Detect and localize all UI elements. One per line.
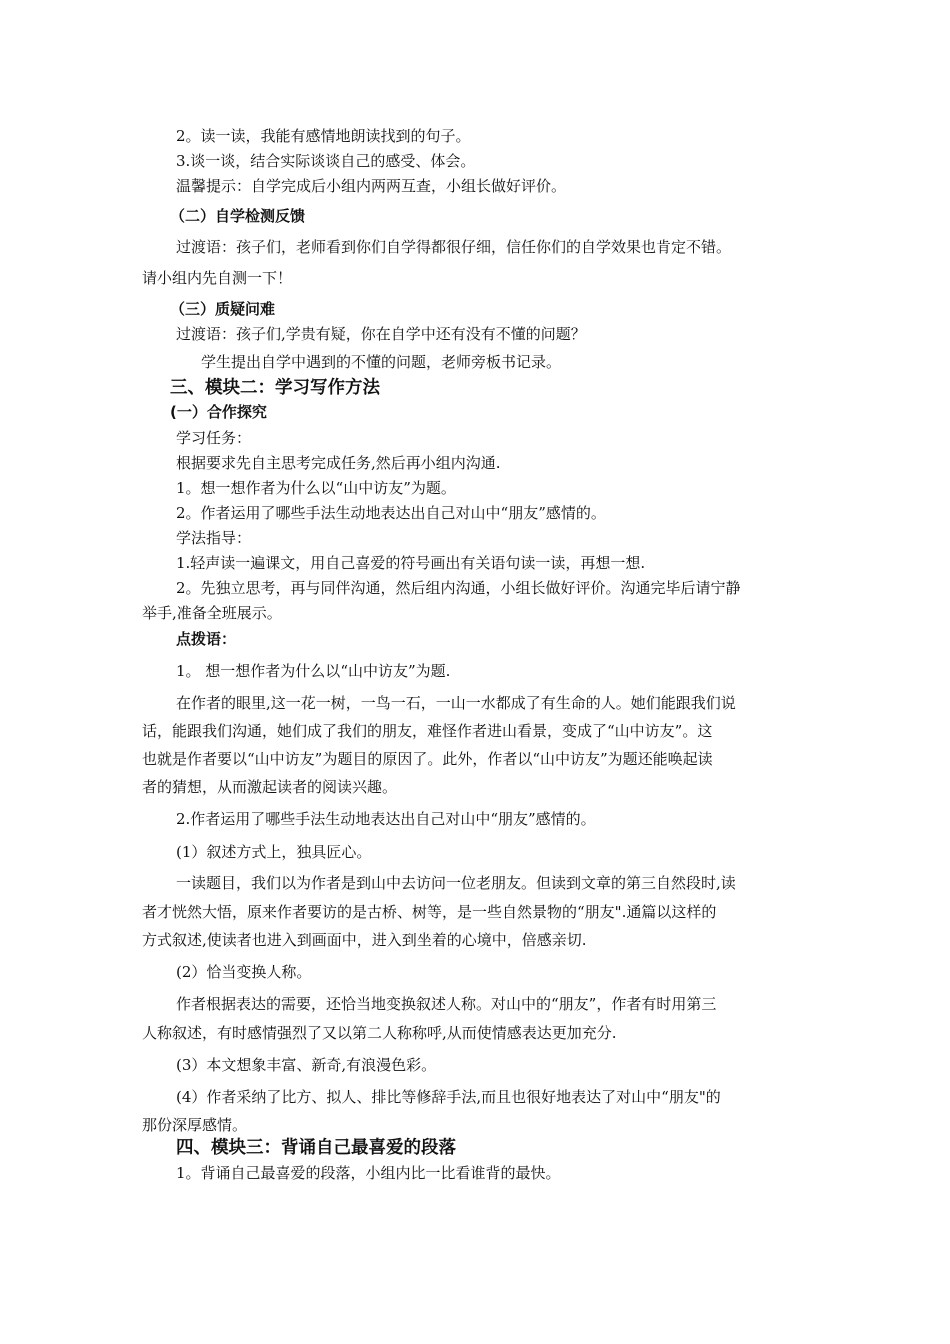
text-line: 学法指导： — [176, 529, 252, 547]
text-line: 2。读一读，我能有感情地朗读找到的句子。 — [176, 127, 471, 145]
text-line: (4）作者采纳了比方、拟人、排比等修辞手法,而且也很好地表达了对山中“朋友"的 — [176, 1088, 721, 1106]
text-line: 举手,准备全班展示。 — [142, 604, 282, 622]
text-line: 根据要求先自主思考完成任务,然后再小组内沟通. — [176, 454, 501, 472]
text-line: (1）叙述方式上，独具匠心。 — [176, 843, 372, 861]
text-line: 过渡语：孩子们,学贵有疑，你在自学中还有没有不懂的问题？ — [176, 325, 586, 343]
text-line: 2.作者运用了哪些手法生动地表达出自己对山中“朋友”感情的。 — [176, 810, 596, 828]
text-line: 1。背诵自己最喜爱的段落，小组内比一比看谁背的最快。 — [176, 1164, 561, 1182]
text-line: 1。想一想作者为什么以“山中访友”为题。 — [176, 479, 456, 497]
text-line: 3.谈一谈，结合实际谈谈自己的感受、体会。 — [176, 152, 476, 170]
text-line: 1.轻声读一遍课文，用自己喜爱的符号画出有关语句读一读，再想一想. — [176, 554, 646, 572]
module-heading: 四、模块三：背诵自己最喜爱的段落 — [176, 1138, 456, 1158]
section-heading: （三）质疑问难 — [170, 300, 276, 318]
text-line: 那份深厚感情。 — [142, 1116, 248, 1134]
section-heading: (一）合作探究 — [170, 403, 267, 421]
module-heading: 三、模块二：学习写作方法 — [170, 378, 380, 398]
text-line: (3）本文想象丰富、新奇,有浪漫色彩。 — [176, 1056, 437, 1074]
text-line: 过渡语：孩子们，老师看到你们自学得都很仔细，信任你们的自学效果也肯定不错。 — [176, 238, 732, 256]
text-line: 话，能跟我们沟通，她们成了我们的朋友，难怪作者进山看景，变成了“山中访友”。这 — [142, 722, 713, 740]
text-line: 学习任务： — [176, 429, 252, 447]
text-line: 也就是作者要以“山中访友”为题目的原因了。此外，作者以“山中访友”为题还能唤起读 — [142, 750, 713, 768]
text-line: 一读题目，我们以为作者是到山中去访问一位老朋友。但读到文章的第三自然段时,读 — [176, 874, 736, 892]
text-line: 方式叙述,使读者也进入到画面中，进入到坐着的心境中，倍感亲切. — [142, 931, 587, 949]
text-line: 2。作者运用了哪些手法生动地表达出自己对山中“朋友”感情的。 — [176, 504, 606, 522]
text-line: 温馨提示：自学完成后小组内两两互查，小组长做好评价。 — [176, 177, 567, 195]
text-line: 请小组内先自测一下！ — [142, 269, 293, 287]
text-line: (2）恰当变换人称。 — [176, 963, 312, 981]
text-line: 在作者的眼里,这一花一树，一鸟一石，一山一水都成了有生命的人。她们能跟我们说 — [176, 694, 736, 712]
label-heading: 点拨语： — [176, 630, 237, 648]
text-line: 1。 想一想作者为什么以“山中访友”为题. — [176, 662, 451, 680]
text-line: 人称叙述，有时感情强烈了又以第二人称称呼,从而使情感表达更加充分. — [142, 1024, 617, 1042]
text-line: 学生提出自学中遇到的不懂的问题，老师旁板书记录。 — [201, 353, 562, 371]
text-line: 者的猜想，从而激起读者的阅读兴趣。 — [142, 778, 398, 796]
text-line: 作者根据表达的需要，还恰当地变换叙述人称。对山中的“朋友”，作者有时用第三 — [176, 995, 717, 1013]
text-line: 者才恍然大悟，原来作者要访的是古桥、树等，是一些自然景物的“朋友".通篇以这样的 — [142, 903, 717, 921]
section-heading: （二）自学检测反馈 — [170, 207, 306, 225]
text-line: 2。先独立思考，再与同伴沟通，然后组内沟通，小组长做好评价。沟通完毕后请宁静 — [176, 579, 741, 597]
